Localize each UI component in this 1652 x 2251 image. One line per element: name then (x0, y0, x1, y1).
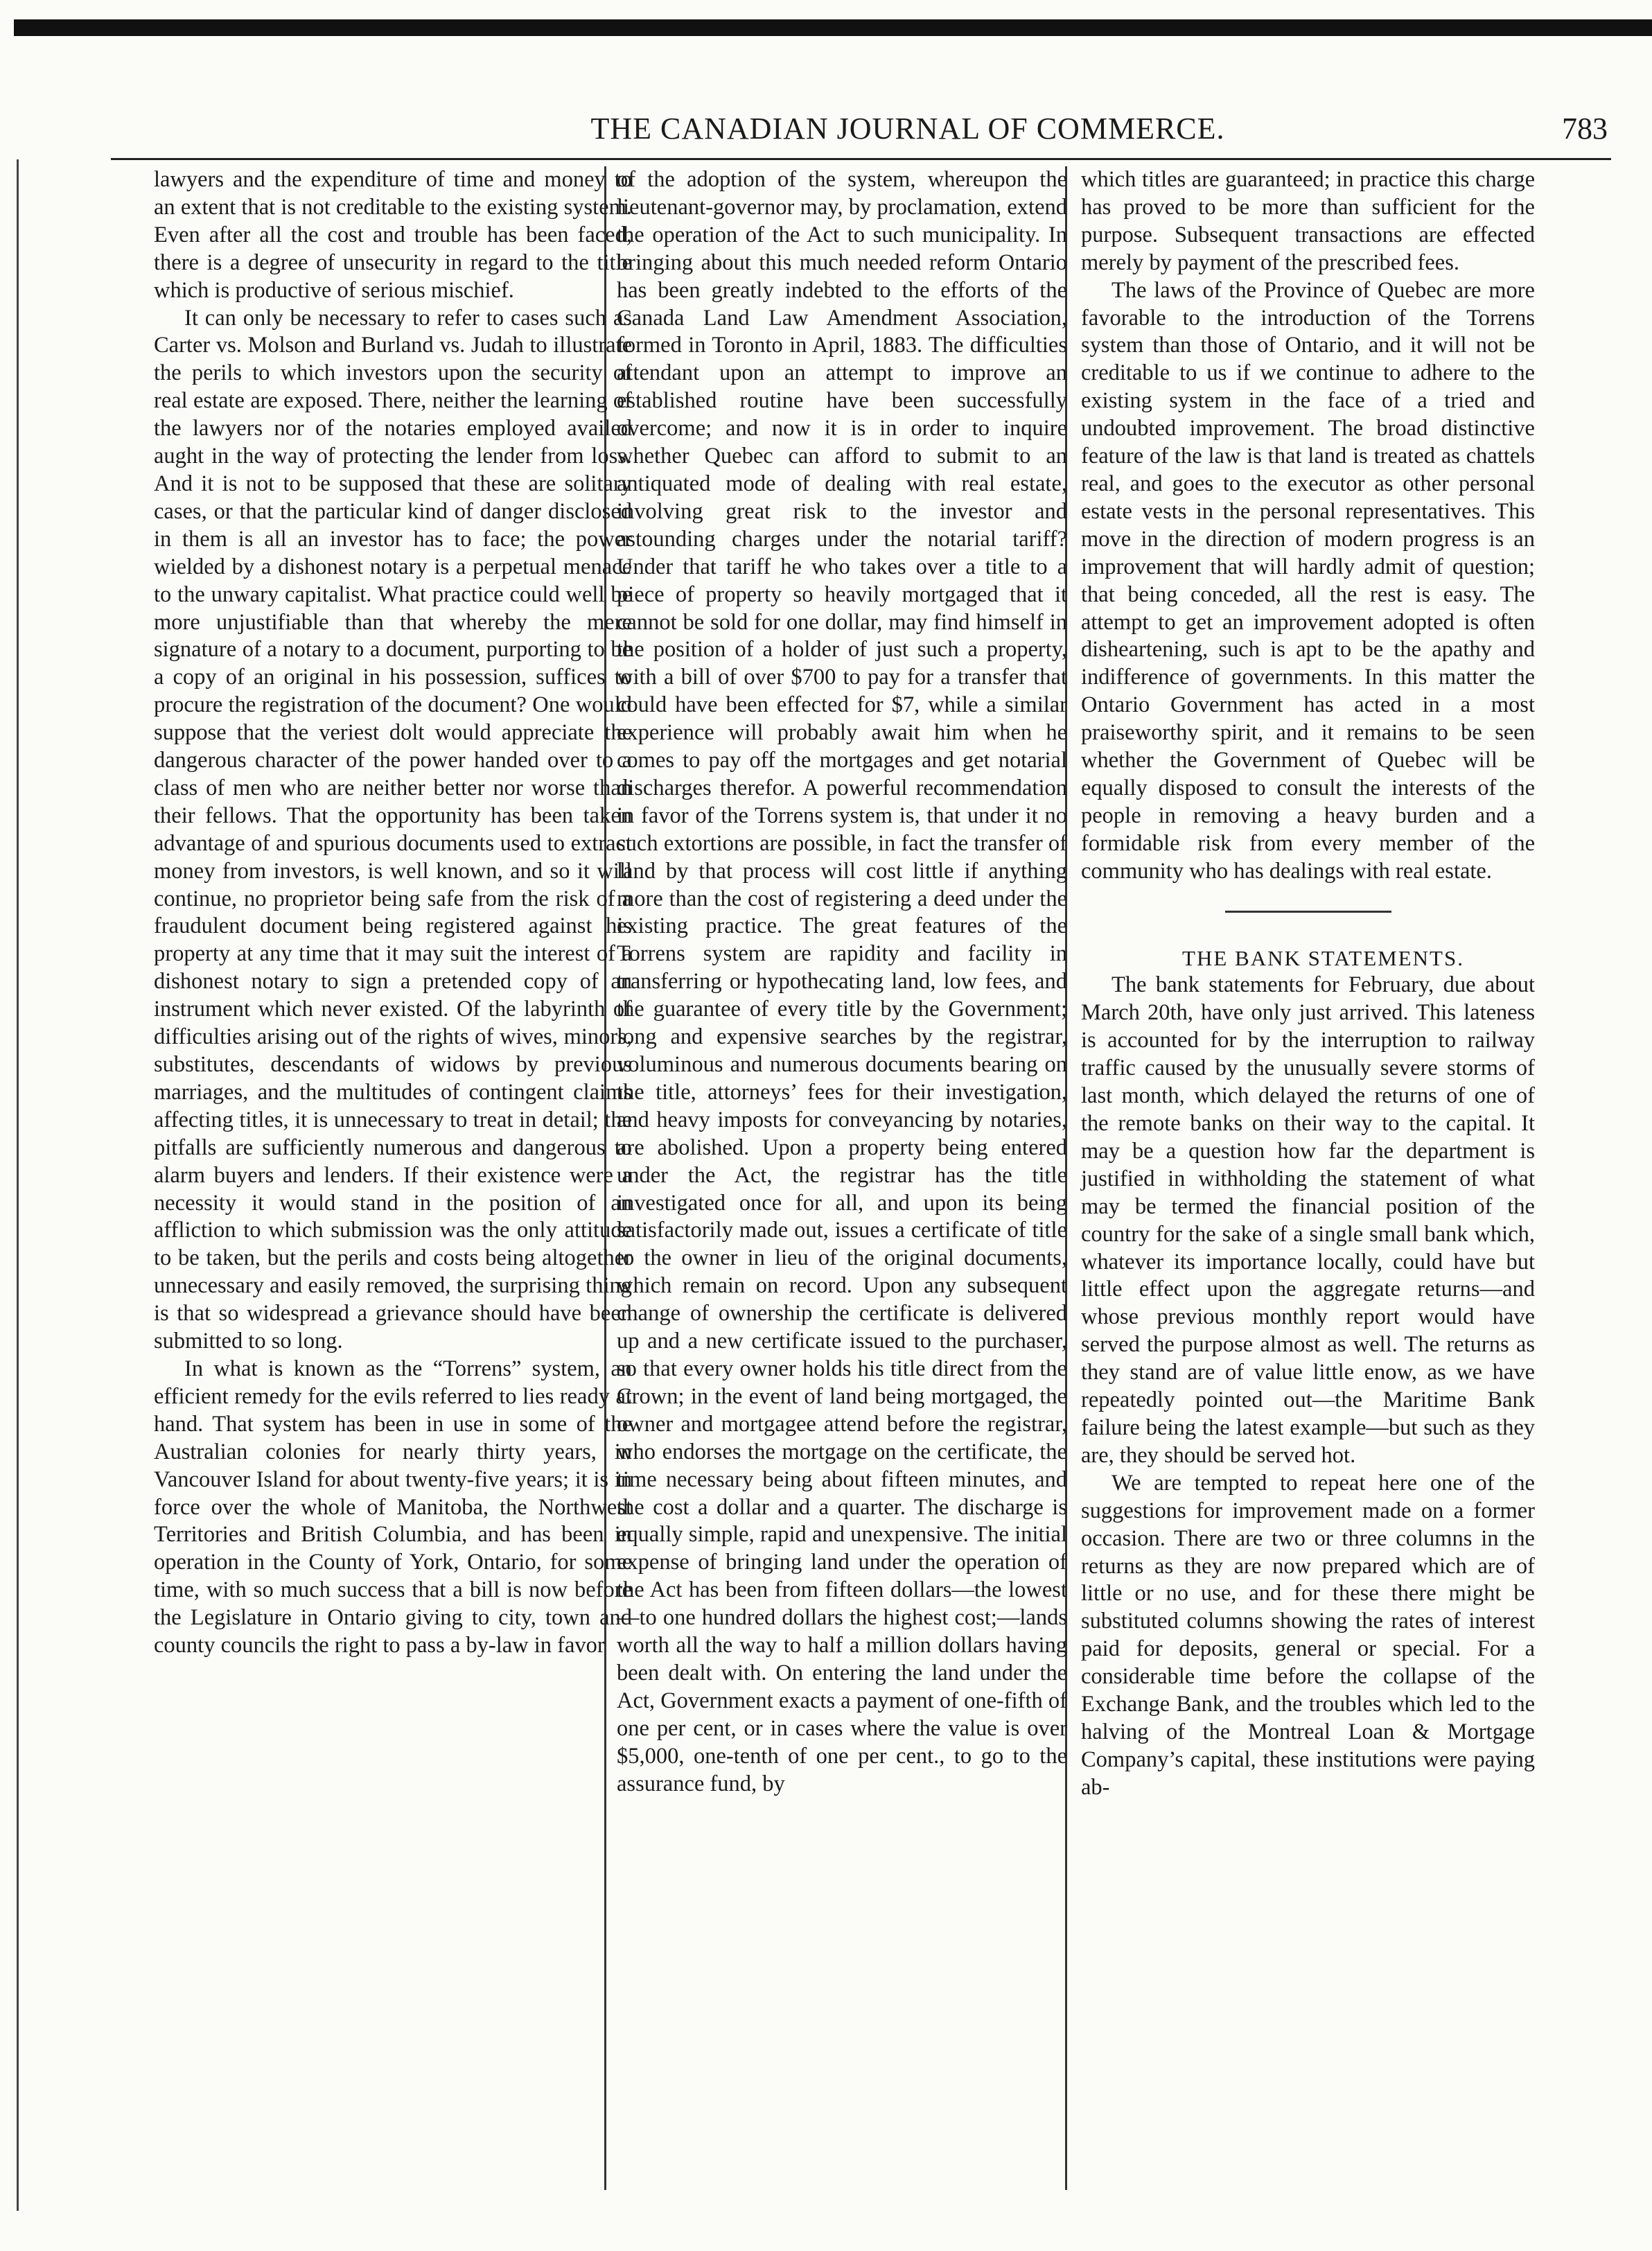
journal-title: THE CANADIAN JOURNAL OF COMMERCE. (590, 112, 1225, 146)
page-number: 783 (1562, 112, 1608, 146)
paragraph: The laws of the Province of Quebec are more favorable to the introduction of the Torrens system than those of Ontario, and it will not be creditable to us if we continue to adhere to the existing system in the face of a tried and undoubted improvement. The broad distinctive feature of the law is that land is treated as chattels real, and goes to the executor as other personal estate vests in the personal representatives. This move in the direction of modern progress is an improvement that will hardly admit of question; that being conceded, all the rest is easy. The attempt to get an improvement adopted is often disheartening, such is apt to be the apathy and indifference of governments. In this matter the Ontario Government has acted in a most praiseworthy spirit, and it remains to be seen whether the Government of Quebec will be equally disposed to consult the interests of the people in removing a heavy burden and a formidable risk from every member of the community who has dealings with real estate. (1081, 277, 1535, 884)
paragraph: The bank statements for February, due about March 20th, have only just arrived. This lateness is accounted for by the interruption to railway traffic caused by the unusually severe storms of last month, which delayed the returns of one of the remote banks on their way to the capital. It may be a question how far the department is justified in withholding the statement of what may be termed the financial position of the country for the sake of a single small bank which, whatever its importance locally, could have but little effect upon the aggregate returns—and whose previous monthly report would have served the purpose almost as well. The returns as they stand are of value little enow, as we have repeatedly pointed out—the Maritime Bank failure being the latest example—but such as they are, they should be served hot. (1081, 972, 1535, 1468)
top-border-rule (14, 19, 1652, 36)
section-heading: THE BANK STATEMENTS. (1182, 945, 1464, 970)
page-header (111, 111, 1608, 159)
header-rule (111, 158, 1611, 160)
paragraph: In what is known as the “Torrens” system, an efficient remedy for the evils referred to lies ready at hand. That system has been in use in some of the Australian colonies for nearly thirty years, in Vancouver Island for about twenty-five years; it is in force over the whole of Manitoba, the Northwest Territories and British Columbia, and has been in operation in the County of York, Ontario, for some time, with so much success that a bill is now before the Legislature in Ontario giving to city, town and county councils the right to pass a by-law in favor (154, 1356, 632, 1658)
paragraph: It can only be necessary to refer to cases such as Carter vs. Molson and Burland vs. Judah to illustrate the perils to which investors upon the security of real estate are exposed. There, neither the learning of the lawyers nor of the notaries employed availed aught in the way of protecting the lender from loss. And it is not to be supposed that these are solitary cases, or that the particular kind of danger disclosed in them is all an investor has to face; the power wielded by a dishonest notary is a perpetual menace to the unwary capitalist. What practice could well be more unjustifiable than that whereby the mere signature of a notary to a document, purporting to be a copy of an original in his possession, suffices to procure the registration of the document? One would suppose that the veriest dolt would appreciate the dangerous character of the power handed over to a class of men who are neither better nor worse than their fellows. That the opportunity has been taken advantage of and spurious documents used to extract money from investors, is well known, and so it will continue, no proprietor being safe from the risk of a fraudulent document being registered against his property at any time that it may suit the interest of a dishonest notary to sign a pretended copy of an instrument which never existed. Of the labyrinth of difficulties arising out of the rights of wives, minors, substitutes, descendants of widows by previous marriages, and the multitudes of contingent claims affecting titles, it is unnecessary to treat in detail; the pitfalls are sufficiently numerous and dangerous to alarm buyers and lenders. If their existence were a necessity it would stand in the position of an affliction to which submission was the only attitude to be taken, but the perils and costs being altogether unnecessary and easily removed, the surprising thing is that so widespread a grievance should have been submitted to so long. (154, 305, 632, 1354)
section-separator (1225, 911, 1391, 913)
paragraph: We are tempted to repeat here one of the suggestions for improvement made on a former occasion. There are two or three columns in the returns as they are now prepared which are of little or no use, and for these there might be substituted columns showing the rates of interest paid for deposits, general or special. For a considerable time before the collapse of the Exchange Bank, and the troubles which led to the halving of the Montreal Loan & Mortgage Company’s capital, these institutions were paying ab- (1081, 1470, 1535, 1800)
text-column-3 (1081, 166, 1535, 1802)
text-column-1 (154, 166, 632, 1660)
paragraph: of the adoption of the system, whereupon the lieutenant-governor may, by proclamation, extend the operation of the Act to such municipality. In bringing about this much needed reform Ontario has been greatly indebted to the efforts of the Canada Land Law Amendment Association, formed in Toronto in April, 1883. The difficulties attendant upon an attempt to improve an established routine have been successfully overcome; and now it is in order to inquire whether Quebec can afford to submit to an antiquated mode of dealing with real estate, involving great risk to the investor and astounding charges under the notarial tariff? Under that tariff he who takes over a title to a piece of property so heavily mortgaged that it cannot be sold for one dollar, may find himself in the position of a holder of just such a property, with a bill of over $700 to pay for a transfer that could have been effected for $7, while a similar experience will probably await him when he comes to pay off the mortgages and get notarial discharges therefor. A powerful recommendation in favor of the Torrens system is, that under it no such extortions are possible, in fact the transfer of land by that process will cost little if anything more than the cost of registering a deed under the existing practice. The great features of the Torrens system are rapidity and facility in transferring or hypothecating land, low fees, and the guarantee of every title by the Government; long and expensive searches by the registrar, voluminous and numerous documents bearing on the title, attorneys’ fees for their investigation, and heavy imposts for conveyancing by notaries, are abolished. Upon a property being entered under the Act, the registrar has the title investigated once for all, and upon its being satisfactorily made out, issues a certificate of title to the owner in lieu of the original documents, which remain on record. Upon any subsequent change of ownership the certificate is delivered up and a new certificate issued to the purchaser, so that every owner holds his title direct from the Crown; in the event of land being mortgaged, the owner and mortgagee attend before the registrar, who endorses the mortgage on the certificate, the time necessary being about fifteen minutes, and the cost a dollar and a quarter. The discharge is equally simple, rapid and unexpensive. The initial expense of bringing land under the operation of the Act has been from fifteen dollars—the lowest—to one hundred dollars the highest cost;—lands worth all the way to half a million dollars having been dealt with. On entering the land under the Act, Government exacts a payment of one-fifth of one per cent, or in cases where the value is over $5,000, one-tenth of one per cent., to go to the assurance fund, by (617, 167, 1067, 1796)
page-left-edge (17, 159, 19, 2211)
paragraph: which titles are guaranteed; in practice this charge has proved to be more than sufficient for the purpose. Subsequent transactions are effected merely by payment of the prescribed fees. (1081, 167, 1535, 275)
paragraph: lawyers and the expenditure of time and money to an extent that is not creditable to the existing system. Even after all the cost and trouble has been faced, there is a degree of unsecurity in regard to the title which is productive of serious mischief. (154, 167, 632, 303)
text-column-2 (617, 166, 1067, 1798)
